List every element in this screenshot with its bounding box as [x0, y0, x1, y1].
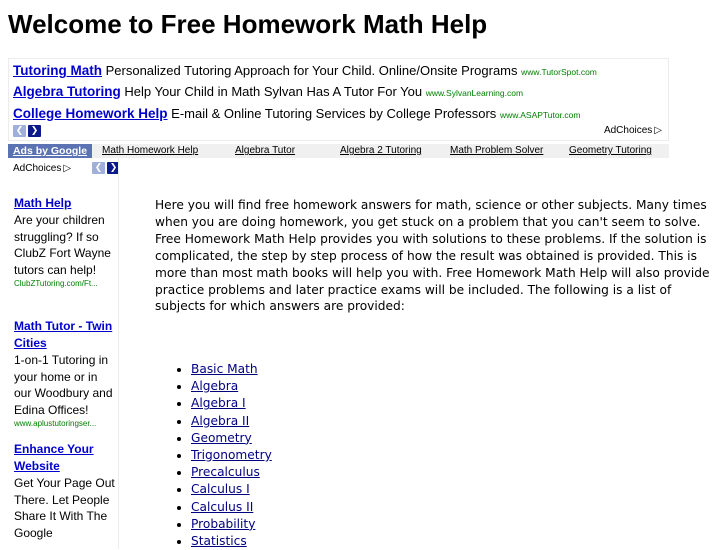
- bar-link-math-homework-help[interactable]: Math Homework Help: [102, 145, 199, 156]
- subject-link-algebra-ii[interactable]: Algebra II: [191, 413, 250, 428]
- subject-link-probability[interactable]: Probability: [191, 516, 256, 531]
- top-adchoices[interactable]: [604, 125, 662, 136]
- bar-link-math-problem-solver[interactable]: Math Problem Solver: [450, 145, 544, 156]
- top-ad-3-url[interactable]: www.ASAPTutor.com: [499, 110, 581, 120]
- list-item: [191, 533, 272, 550]
- top-ad-1-text: Personalized Tutoring Approach for Your Child. Online/Onsite Programs: [105, 63, 518, 78]
- list-item: [191, 361, 272, 378]
- sidebar-adchoices[interactable]: [13, 163, 71, 174]
- sidebar-ad-3-text: Get Your Page Out There. Let People Share It With The Google: [14, 476, 115, 540]
- top-ad-2-text: Help Your Child in Math Sylvan Has A Tutor For You: [124, 84, 423, 99]
- list-item: [191, 499, 272, 516]
- top-ad-1-url[interactable]: www.TutorSpot.com: [521, 67, 597, 77]
- sidebar-ad-3: [14, 441, 116, 541]
- top-ad-1: [13, 63, 597, 80]
- bar-link-algebra-2-tutoring[interactable]: Algebra 2 Tutoring: [340, 145, 422, 156]
- list-item: [191, 413, 272, 430]
- link-unit-bar: [8, 144, 669, 158]
- top-ad-2-link[interactable]: Algebra Tutoring: [13, 84, 121, 99]
- top-ad-1-link[interactable]: Tutoring Math: [13, 63, 102, 78]
- list-item: [191, 395, 272, 412]
- adchoices-icon: ▷: [63, 163, 72, 174]
- sidebar-ad-1-link[interactable]: Math Help: [14, 196, 72, 210]
- top-ad-2: [13, 84, 523, 101]
- top-ad-nav: [13, 125, 41, 137]
- previous-arrow-icon[interactable]: ❮: [13, 125, 26, 137]
- top-ad-3: [13, 106, 580, 123]
- intro-paragraph: Here you will find free homework answers for math, science or other subjects. Many times when you are doing homework, you get stuck on a problem that you can't seem to solve. Free Homework Math Help provides you with solutions to these problems. If the solution is complicated, the step by step process of how the result was obtained is provided. This is more than most math books will help you with. Free Homework Math Help will also provide practice problems and later practice exams will be included. The following is a list of subjects for which answers are provided:: [155, 198, 710, 314]
- bar-link-algebra-tutor[interactable]: Algebra Tutor: [235, 145, 296, 156]
- sidebar-ad-1-text: Are your children struggling? If so ClubZ Fort Wayne tutors can help!: [14, 213, 111, 277]
- previous-arrow-icon[interactable]: ❮: [92, 162, 105, 174]
- sidebar-ad-unit: [8, 159, 119, 549]
- top-adchoices-label: AdChoices: [603, 125, 653, 136]
- subject-list: [175, 361, 272, 550]
- subject-link-algebra-i[interactable]: Algebra I: [191, 396, 246, 411]
- list-item: [191, 516, 272, 533]
- subject-link-calculus-i[interactable]: Calculus I: [191, 482, 250, 497]
- page-title: Welcome to Free Homework Math Help: [8, 9, 488, 39]
- subject-link-algebra[interactable]: Algebra: [191, 379, 239, 394]
- sidebar-ad-2-link[interactable]: Math Tutor - Twin Cities: [14, 319, 113, 350]
- subject-link-calculus-ii[interactable]: Calculus II: [191, 499, 254, 514]
- bar-link-geometry-tutoring[interactable]: Geometry Tutoring: [569, 145, 652, 156]
- next-arrow-icon[interactable]: ❯: [107, 162, 119, 174]
- list-item: [191, 481, 272, 498]
- subject-link-precalculus[interactable]: Precalculus: [191, 465, 260, 480]
- top-ad-2-url[interactable]: www.SylvanLearning.com: [425, 88, 524, 98]
- top-ad-3-text: E-mail & Online Tutoring Services by College Professors: [171, 106, 497, 121]
- sidebar-ad-2: [14, 318, 116, 430]
- list-item: [191, 430, 272, 447]
- sidebar-ad-nav: [92, 162, 119, 174]
- sidebar-ad-1: [14, 195, 116, 290]
- subject-link-geometry[interactable]: Geometry: [191, 430, 252, 445]
- ads-by-google-button[interactable]: Ads by Google: [8, 144, 92, 158]
- top-ad-3-link[interactable]: College Homework Help: [13, 106, 168, 121]
- subject-link-trigonometry[interactable]: Trigonometry: [191, 448, 272, 463]
- subject-link-basic-math[interactable]: Basic Math: [191, 362, 258, 376]
- sidebar-ad-2-text: 1-on-1 Tutoring in your home or in our Woodbury and Edina Offices!: [14, 353, 113, 417]
- sidebar-adchoices-label: AdChoices: [13, 163, 62, 174]
- list-item: [191, 464, 272, 481]
- adchoices-icon: ▷: [654, 125, 662, 136]
- list-item: [191, 378, 272, 395]
- sidebar-ad-2-url[interactable]: www.aplustutoringser...: [14, 419, 97, 428]
- next-arrow-icon[interactable]: ❯: [28, 125, 41, 137]
- top-ad-unit: [8, 58, 669, 141]
- sidebar-ad-1-url[interactable]: ClubZTutoring.com/Ft...: [14, 279, 98, 288]
- sidebar-ad-3-link[interactable]: Enhance Your Website: [14, 442, 94, 473]
- subject-link-statistics[interactable]: Statistics: [191, 534, 247, 549]
- list-item: [191, 447, 272, 464]
